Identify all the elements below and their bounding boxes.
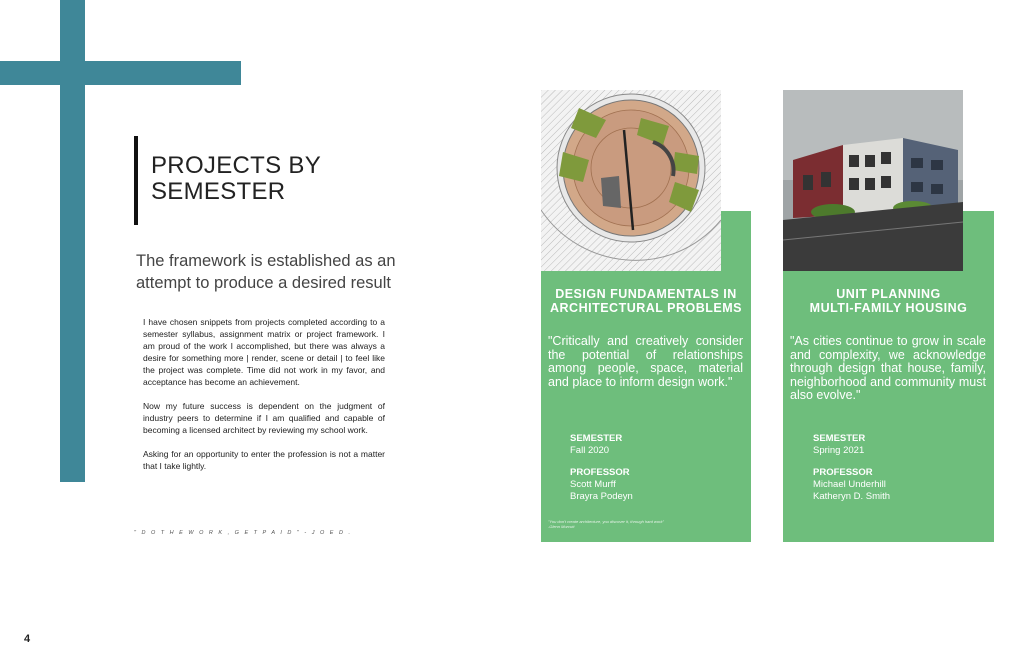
project-1-quote: "Critically and creatively consider the potential of relationships among people, space, material and place to inform design work.": [548, 334, 743, 389]
project-1-title: [541, 287, 751, 315]
page-title-line1: PROJECTS BY: [151, 152, 321, 179]
project-1-professor-1: Scott Murff: [570, 479, 616, 490]
project-2-title-line2: MULTI-FAMILY HOUSING: [809, 301, 968, 315]
project-2-professor-2: Katheryn D. Smith: [813, 491, 891, 502]
intro-paragraph-2: Now my future success is dependent on the judgment of industry peers to determine if I am qualified and capable of becoming a licensed architect by reviewing my school work.: [143, 401, 385, 435]
project-1-professor-2: Brayra Podeyn: [570, 491, 633, 502]
title-accent-bar: [134, 136, 138, 225]
teal-cross-horizontal: [0, 61, 241, 85]
project-2-quote: "As cities continue to grow in scale and complexity, we acknowledge through design that house, family, neighborhood and community must also evolve.": [790, 334, 986, 402]
page-number: 4: [24, 633, 31, 645]
intro-paragraph-3: Asking for an opportunity to enter the profession is not a matter that I take lightly.: [143, 449, 385, 471]
project-2-professor-label: PROFESSOR: [813, 467, 873, 478]
project-2-rendering-image: [783, 90, 963, 271]
project-1-semester-label: SEMESTER: [570, 433, 623, 444]
project-1-small-quote-line1: "You don't create architecture, you discover it, through hard work": [548, 519, 664, 524]
project-2-meta: [813, 433, 890, 503]
project-2-title-line1: UNIT PLANNING: [836, 287, 941, 301]
project-1-title-line1: DESIGN FUNDAMENTALS IN: [555, 287, 737, 301]
project-1-semester: Fall 2020: [570, 445, 610, 456]
project-2-semester: Spring 2021: [813, 445, 865, 456]
housing-rendering: [783, 90, 963, 271]
page-subtitle: The framework is established as an attempt to produce a desired result: [136, 252, 396, 292]
project-2-title: [783, 287, 994, 315]
project-1-professor-label: PROFESSOR: [570, 467, 630, 478]
intro-text: [143, 316, 385, 484]
project-1-small-quote: [548, 519, 743, 529]
intro-paragraph-1: I have chosen snippets from projects completed according to a semester syllabus, assignment matrix or project framework. I am proud of the work I accomplished, but there was always a desire for something more | render, scene or detail | to feel like the project was complete. Time did not work in my favor, and acceptance has become an achievement.: [143, 317, 385, 387]
footer-quote: " D O T H E W O R K , G E T P A I D " - J O E D .: [134, 530, 353, 536]
site-plan-drawing: [541, 90, 721, 271]
project-1-small-quote-line2: -Glenn Murcutt: [548, 524, 575, 529]
project-2-professor-1: Michael Underhill: [813, 479, 886, 490]
project-2-semester-label: SEMESTER: [813, 433, 866, 444]
page-title-line2: SEMESTER: [151, 178, 286, 205]
project-1-title-line2: ARCHITECTURAL PROBLEMS: [549, 301, 743, 315]
project-1-plan-image: [541, 90, 721, 271]
page-title: [151, 153, 321, 205]
project-1-meta: [570, 433, 633, 503]
